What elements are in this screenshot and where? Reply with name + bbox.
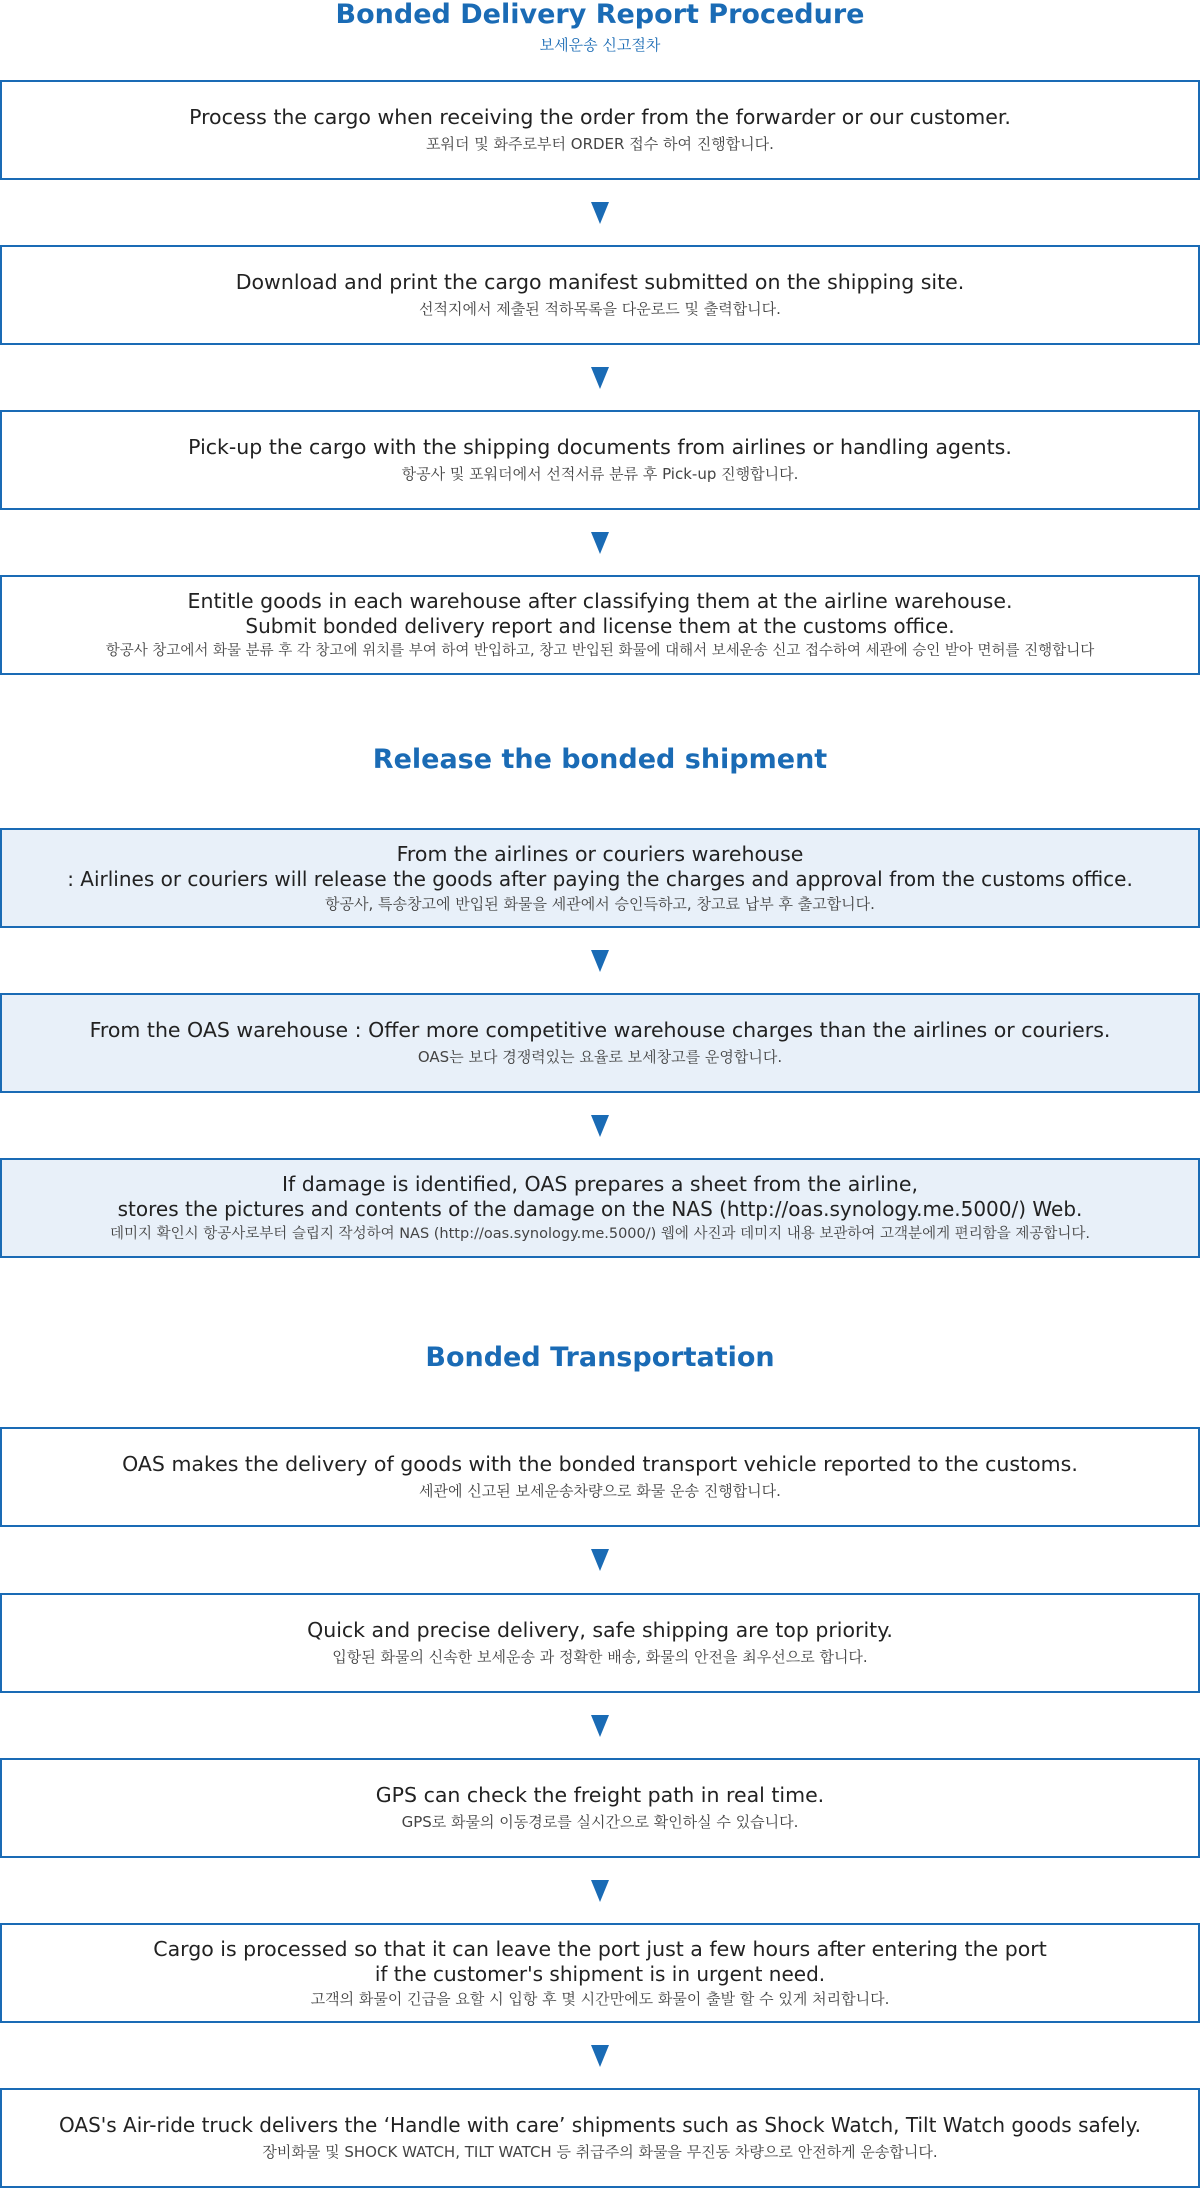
step-text-en: Cargo is processed so that it can leave the port just a few hours after entering the port xyxy=(153,1936,1047,1961)
step-text-en-line2: if the customer's shipment is in urgent need. xyxy=(374,1961,826,1986)
step-text-ko: 세관에 신고된 보세운송차량으로 화물 운송 진행합니다. xyxy=(419,1482,781,1500)
arrow-down-icon xyxy=(590,532,610,554)
step-text-en: Process the cargo when receiving the order from the forwarder or our customer. xyxy=(189,105,1011,129)
section-subtitle-bonded-delivery: 보세운송 신고절차 xyxy=(539,36,661,54)
step-text-en: If damage is identified, OAS prepares a sheet from the airline, xyxy=(282,1171,918,1196)
step-text-ko: 데미지 확인시 항공사로부터 슬립지 작성하여 NAS (http://oas.synology.me.5000/) 웹에 사진과 데미지 내용 보관하여 고객분에게 편리함을 제공합니다. xyxy=(110,1225,1090,1242)
step-text-ko: 입항된 화물의 신속한 보세운송 과 정확한 배송, 화물의 안전을 최우선으로 합니다. xyxy=(332,1648,868,1666)
step-text-en: Pick-up the cargo with the shipping documents from airlines or handling agents. xyxy=(188,435,1012,459)
step-box xyxy=(0,1593,1200,1693)
arrow-down-icon xyxy=(590,1115,610,1137)
arrow-down-icon xyxy=(590,950,610,972)
step-box xyxy=(0,2088,1200,2188)
step-text-ko: 선적지에서 제출된 적하목록을 다운로드 및 출력합니다. xyxy=(419,300,781,318)
step-box xyxy=(0,1158,1200,1258)
step-box xyxy=(0,828,1200,928)
arrow-down-icon xyxy=(590,1549,610,1571)
step-box xyxy=(0,245,1200,345)
step-text-ko: OAS는 보다 경쟁력있는 요율로 보세창고를 운영합니다. xyxy=(417,1048,783,1066)
step-text-ko: GPS로 화물의 이동경로를 실시간으로 확인하실 수 있습니다. xyxy=(401,1813,799,1831)
step-box xyxy=(0,1758,1200,1858)
step-box xyxy=(0,1427,1200,1527)
section-title-release: Release the bonded shipment xyxy=(372,744,828,775)
step-text-en: Entitle goods in each warehouse after classifying them at the airline warehouse. xyxy=(187,588,1013,613)
step-text-en: From the airlines or couriers warehouse xyxy=(396,841,804,866)
step-text-ko: 포워더 및 화주로부터 ORDER 접수 하여 진행합니다. xyxy=(426,135,774,153)
step-text-ko: 고객의 화물이 긴급을 요할 시 입항 후 몇 시간만에도 화물이 출발 할 수 있게 처리합니다. xyxy=(310,1989,890,2008)
step-text-en: From the OAS warehouse : Offer more competitive warehouse charges than the airlines or couriers. xyxy=(89,1018,1111,1042)
step-box xyxy=(0,1923,1200,2023)
step-text-ko: 항공사, 특송창고에 반입된 화물을 세관에서 승인득하고, 창고료 납부 후 출고합니다. xyxy=(325,894,875,913)
arrow-down-icon xyxy=(590,1880,610,1902)
step-box xyxy=(0,80,1200,180)
arrow-down-icon xyxy=(590,1715,610,1737)
step-text-en: Quick and precise delivery, safe shipping are top priority. xyxy=(307,1618,893,1642)
step-text-en-line2: stores the pictures and contents of the damage on the NAS (http://oas.synology.me.5000/) Web. xyxy=(117,1196,1083,1221)
arrow-down-icon xyxy=(590,2045,610,2067)
step-text-en: OAS makes the delivery of goods with the bonded transport vehicle reported to the customs. xyxy=(122,1452,1078,1476)
step-text-en-line2: Submit bonded delivery report and license them at the customs office. xyxy=(245,613,955,638)
step-box xyxy=(0,575,1200,675)
step-text-ko: 항공사 및 포워더에서 선적서류 분류 후 Pick-up 진행합니다. xyxy=(401,465,799,483)
step-text-en: OAS's Air-ride truck delivers the ‘Handle with care’ shipments such as Shock Watch, Tilt Watch goods safely. xyxy=(59,2113,1141,2137)
step-text-ko: 항공사 창고에서 화물 분류 후 각 창고에 위치를 부여 하여 반입하고, 창고 반입된 화물에 대해서 보세운송 신고 접수하여 세관에 승인 받아 면허를 진행합니다 xyxy=(105,642,1095,659)
step-text-ko: 장비화물 및 SHOCK WATCH, TILT WATCH 등 취급주의 화물을 무진동 차량으로 안전하게 운송합니다. xyxy=(262,2143,938,2161)
arrow-down-icon xyxy=(590,202,610,224)
arrow-down-icon xyxy=(590,367,610,389)
step-text-en-line2: : Airlines or couriers will release the goods after paying the charges and approval from the customs office. xyxy=(67,866,1133,891)
step-text-en: Download and print the cargo manifest submitted on the shipping site. xyxy=(235,270,965,294)
step-box xyxy=(0,993,1200,1093)
section-title-bonded-transport: Bonded Transportation xyxy=(425,1342,775,1373)
step-text-en: GPS can check the freight path in real time. xyxy=(375,1783,825,1807)
step-box xyxy=(0,410,1200,510)
section-title-bonded-delivery: Bonded Delivery Report Procedure xyxy=(335,0,865,30)
